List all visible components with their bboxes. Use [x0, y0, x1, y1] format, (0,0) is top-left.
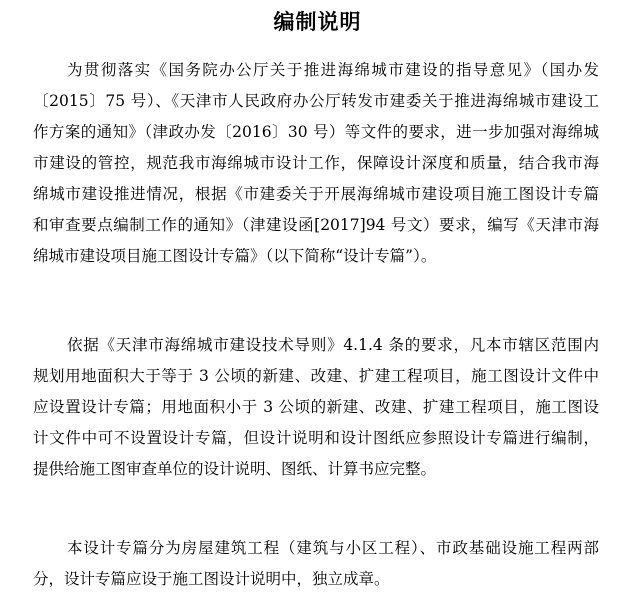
- document-title: 编制说明: [273, 10, 362, 34]
- paragraph-line: 计文件中可不设置设计专篇，但设计说明和设计图纸应参照设计专篇进行编制，: [33, 429, 599, 447]
- paragraph-line: 本设计专篇分为房屋建筑工程（建筑与小区工程）、市政基础设施工程两部: [67, 539, 599, 557]
- paragraph-line: 作方案的通知》（津政办发〔2016〕30 号）等文件的要求，进一步加强对海绵城: [33, 123, 599, 141]
- paragraph-line: 〔2015〕75 号）、《天津市人民政府办公厅转发市建委关于推进海绵城市建设工: [33, 92, 599, 110]
- paragraph-1: [33, 55, 599, 272]
- paragraph-line: 应设置设计专篇；用地面积小于 3 公顷的新建、改建、扩建工程项目，施工图设: [33, 398, 599, 416]
- paragraph-line: 和审查要点编制工作的通知》（津建设函[2017]94 号文）要求，编写《天津市海: [33, 216, 599, 234]
- paragraph-2: [33, 330, 599, 485]
- paragraph-line: 绵城市建设推进情况，根据《市建委关于开展海绵城市建设项目施工图设计专篇: [33, 185, 599, 203]
- paragraph-line: 规划用地面积大于等于 3 公顷的新建、改建、扩建工程项目，施工图设计文件中: [33, 367, 599, 385]
- paragraph-line: 提供给施工图审查单位的设计说明、图纸、计算书应完整。: [33, 460, 437, 478]
- paragraph-line: 市建设的管控，规范我市海绵城市设计工作，保障设计深度和质量，结合我市海: [33, 154, 599, 172]
- paragraph-3: [33, 533, 599, 595]
- paragraph-line: 分，设计专篇应设于施工图设计说明中，独立成章。: [33, 570, 390, 588]
- paragraph-line: 依据《天津市海绵城市建设技术导则》4.1.4 条的要求，凡本市辖区范围内: [67, 336, 599, 354]
- paragraph-line: 绵城市建设项目施工图设计专篇》（以下简称“设计专篇”）。: [33, 247, 437, 265]
- paragraph-line: 为贯彻落实《国务院办公厅关于推进海绵城市建设的指导意见》（国办发: [67, 61, 599, 79]
